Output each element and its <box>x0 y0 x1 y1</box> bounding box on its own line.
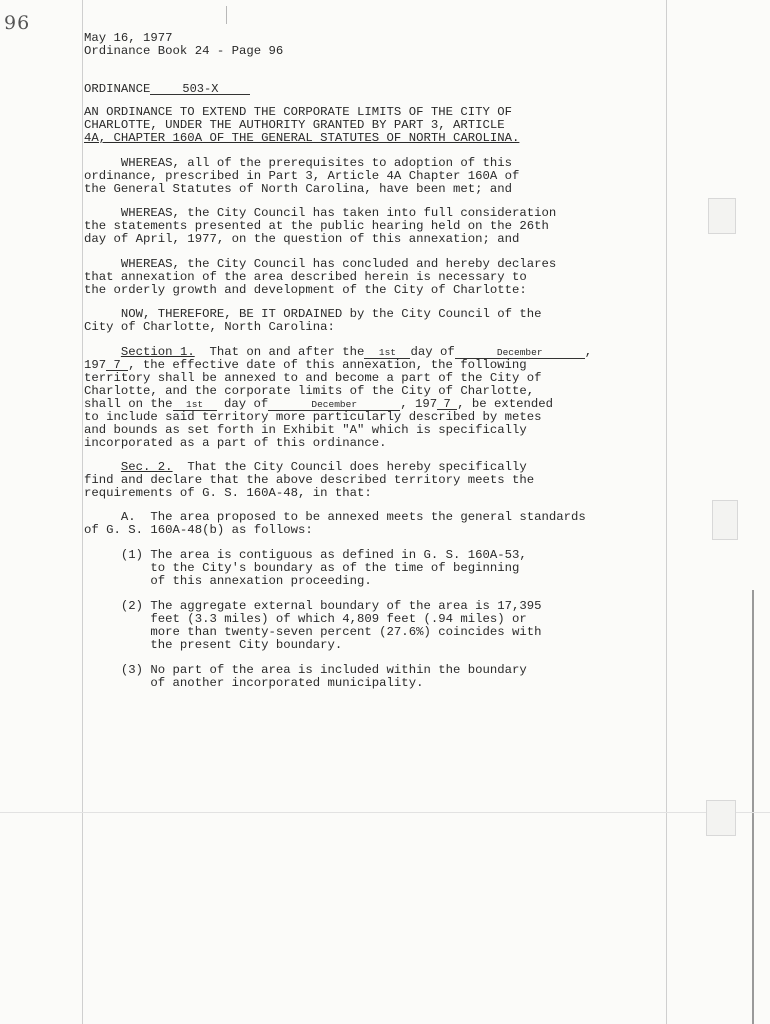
scan-tick-1 <box>226 6 227 24</box>
text-line: WHEREAS, the City Council has concluded and hereby declares <box>84 257 557 271</box>
fill-year: 7 <box>106 360 128 371</box>
fill-month: December <box>455 348 585 359</box>
text-line: (3) No part of the area is included within the boundary <box>84 663 527 677</box>
ordinance-number: 503-X <box>150 84 250 95</box>
text-line: to include said territory more particularly described by metes <box>84 410 542 424</box>
text-line: day of April, 1977, on the question of this annexation; and <box>84 232 520 246</box>
section-1-year-line: 197 7 , the effective date of this annexation, the following <box>84 358 527 372</box>
text-line: that annexation of the area described herein is necessary to <box>84 270 527 284</box>
text-line: WHEREAS, the City Council has taken into full consideration <box>84 206 557 220</box>
text-line: ordinance, prescribed in Part 3, Article 4A Chapter 160A of <box>84 169 520 183</box>
text-line: Charlotte, and the corporate limits of the City of Charlotte, <box>84 384 535 398</box>
right-margin-line <box>666 0 667 1024</box>
section-1-first-line: Section 1. That on and after the 1st day of December , <box>120 345 593 359</box>
right-edge-line <box>752 590 754 1024</box>
fill-day: 1st <box>173 400 217 411</box>
scan-horizontal-line <box>0 812 770 813</box>
text-line: the orderly growth and development of the City of Charlotte: <box>84 283 527 297</box>
text-line: of another incorporated municipality. <box>84 676 424 690</box>
section-2-heading: Sec. 2. <box>120 460 173 474</box>
text-line: the General Statutes of North Carolina, have been met; and <box>84 182 513 196</box>
text-line: City of Charlotte, North Carolina: <box>84 320 335 334</box>
text-line: NOW, THEREFORE, BE IT ORDAINED by the City Council of the <box>84 307 542 321</box>
ordinance-label: ORDINANCE <box>84 82 151 96</box>
text-line: and bounds as set forth in Exhibit "A" which is specifically <box>84 423 527 437</box>
section-1-heading: Section 1. <box>120 345 195 359</box>
header-book-page: Ordinance Book 24 - Page 96 <box>84 44 284 58</box>
text-line: of G. S. 160A-48(b) as follows: <box>84 523 313 537</box>
left-margin-line <box>82 0 83 1024</box>
text-line: WHEREAS, all of the prerequisites to adoption of this <box>84 156 513 170</box>
ordinance-number-line <box>84 83 250 96</box>
text-line: (2) The aggregate external boundary of the area is 17,395 <box>84 599 542 613</box>
section-1-shall-line: shall on the 1st day of December , 197 7 , be extended <box>84 397 554 411</box>
page-number: 96 <box>4 12 31 34</box>
header-date: May 16, 1977 <box>84 31 173 45</box>
fill-day: 1st <box>364 348 410 359</box>
scan-smudge-2 <box>712 500 738 540</box>
text-line: of this annexation proceeding. <box>84 574 372 588</box>
text-line: find and declare that the above described territory meets the <box>84 473 535 487</box>
text-line: (1) The area is contiguous as defined in G. S. 160A-53, <box>84 548 527 562</box>
scan-smudge-1 <box>708 198 736 234</box>
text-line: territory shall be annexed to and become a part of the City of <box>84 371 542 385</box>
text-line: to the City's boundary as of the time of beginning <box>84 561 520 575</box>
scan-smudge-3 <box>706 800 736 836</box>
title-line: CHARLOTTE, UNDER THE AUTHORITY GRANTED BY PART 3, ARTICLE <box>84 118 505 132</box>
text-line: feet (3.3 miles) of which 4,809 feet (.94 miles) or <box>84 612 527 626</box>
text-line: incorporated as a part of this ordinance. <box>84 436 387 450</box>
text-line: requirements of G. S. 160A-48, in that: <box>84 486 372 500</box>
text-line: more than twenty-seven percent (27.6%) coincides with <box>84 625 542 639</box>
text-line: the present City boundary. <box>84 638 343 652</box>
text-line: A. The area proposed to be annexed meets the general standards <box>84 510 586 524</box>
section-2-first-line: Sec. 2. That the City Council does hereby specifically <box>120 460 527 474</box>
fill-year: 7 <box>437 399 457 410</box>
title-line: AN ORDINANCE TO EXTEND THE CORPORATE LIMITS OF THE CITY OF <box>84 105 513 119</box>
fill-month: December <box>268 400 400 411</box>
text-line: the statements presented at the public hearing held on the 26th <box>84 219 549 233</box>
title-line: 4A, CHAPTER 160A OF THE GENERAL STATUTES OF NORTH CAROLINA. <box>84 131 520 145</box>
